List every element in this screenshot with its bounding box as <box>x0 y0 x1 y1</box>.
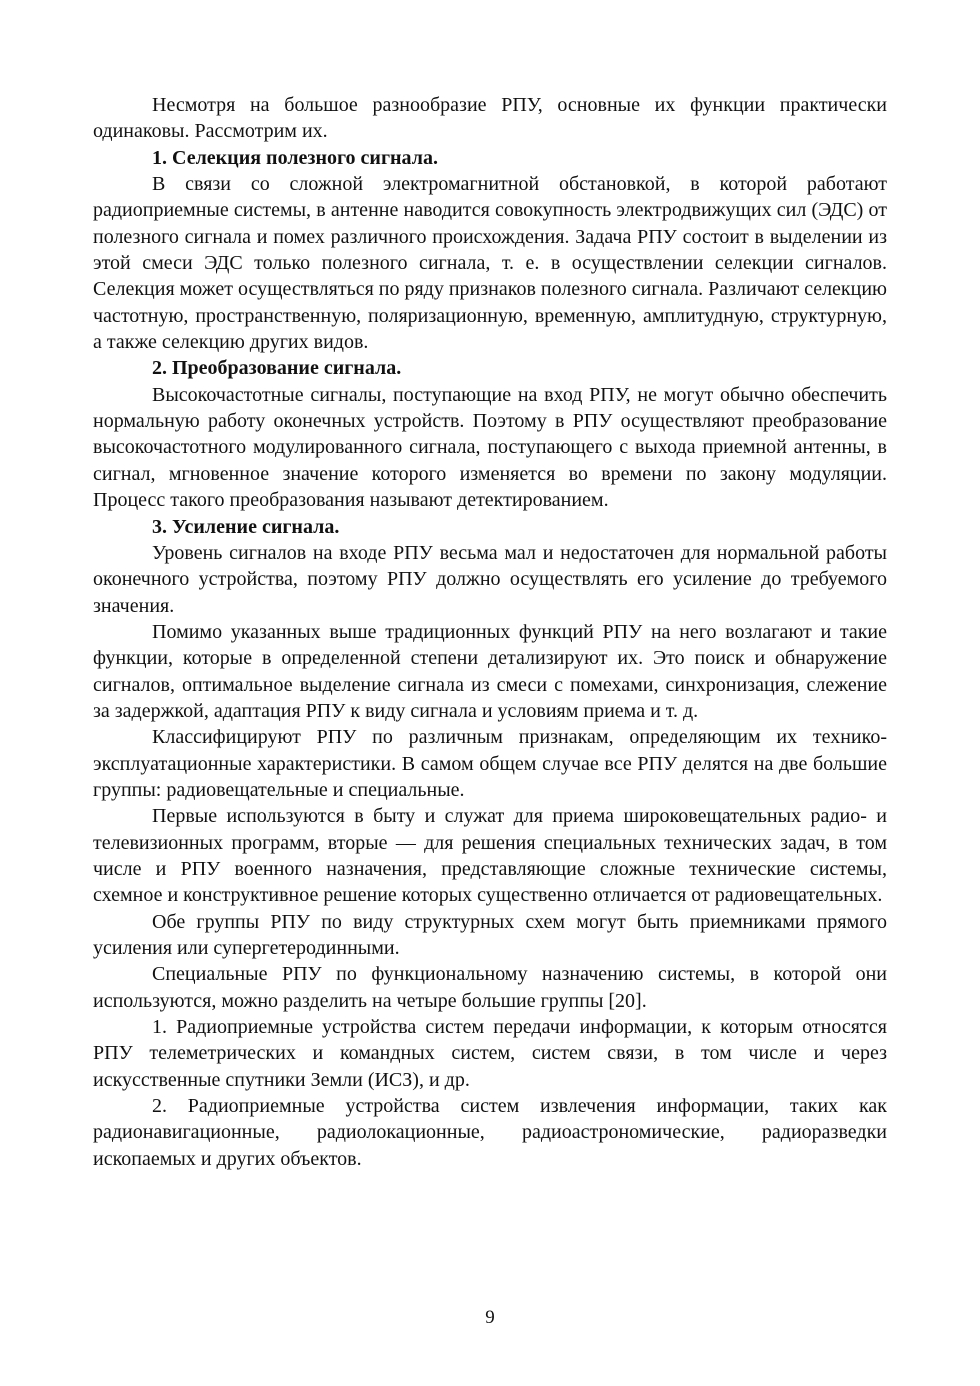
additional-functions-paragraph: Помимо указанных выше традиционных функций РПУ на него возлагают и такие функции, которые в определенной степени детализируют их. Это поиск и обнаружение сигналов, оптимальное выделение сигнала из смеси с помехами, синхронизация, слежение за задержкой, адаптация РПУ к виду сигнала и условиям приема и т. д. <box>93 620 887 722</box>
section-2-heading: 2. Преобразование сигнала. <box>152 357 402 380</box>
section-3-paragraph: Уровень сигналов на входе РПУ весьма мал и недостаточен для нормальной работы оконечного устройства, поэтому РПУ должно осуществлять его усиление до требуемого значения. <box>93 541 887 617</box>
page-number: 9 <box>485 1307 495 1328</box>
intro-paragraph: Несмотря на большое разнообразие РПУ, основные их функции практически одинаковы. Рассмотрим их. <box>93 94 887 143</box>
special-groups-paragraph: Специальные РПУ по функциональному назначению системы, в которой они используются, можно разделить на четыре большие группы [20]. <box>93 963 887 1012</box>
broadcast-paragraph: Первые используются в быту и служат для приема широковещательных радио- и телевизионных программ, вторые — для решения специальных технических задач, в том числе и РПУ военного назначения, представляющие сложные технические системы, схемное и конструктивное решение которых существенно отличается от радиовещательных. <box>93 805 887 907</box>
classification-paragraph: Классифицируют РПУ по различным признакам, определяющим их технико-эксплуатационные характеристики. В самом общем случае все РПУ делятся на две большие группы: радиовещательные и специальные. <box>93 726 887 801</box>
body-text <box>93 92 887 1172</box>
structure-paragraph: Обе группы РПУ по виду структурных схем могут быть приемниками прямого усиления или супергетеродинными. <box>93 910 887 959</box>
list-item-2: 2. Радиоприемные устройства систем извлечения информации, таких как радионавигационные, радиолокационные, радиоастрономические, радиоразведки ископаемых и других объектов. <box>93 1095 887 1170</box>
section-2-paragraph: Высокочастотные сигналы, поступающие на вход РПУ, не могут обычно обеспечить нормальную работу оконечных устройств. Поэтому в РПУ осуществляют преобразование высокочастотного модулированного сигнала, поступающего с выхода приемной антенны, в сигнал, мгновенное значение которого изменяется во времени по закону модуляции. Процесс такого преобразования называют детектированием. <box>93 383 887 512</box>
list-item-1: 1. Радиоприемные устройства систем передачи информации, к которым относятся РПУ телеметрических и командных систем, систем связи, в том числе и через искусственные спутники Земли (ИСЗ), и др. <box>93 1016 887 1091</box>
section-1-heading: 1. Селекция полезного сигнала. <box>152 146 438 169</box>
section-1-paragraph: В связи со сложной электромагнитной обстановкой, в которой работают радиоприемные системы, в антенне наводится совокупность электродвижущих сил (ЭДС) от полезного сигнала и помех различного происхождения. Задача РПУ состоит в выделении из этой смеси ЭДС только полезного сигнала, т. е. в осуществлении селекции сигналов. Селекция может осуществляться по ряду признаков полезного сигнала. Различают селекцию частотную, пространственную, поляризационную, временную, амплитудную, структурную, а также селекцию других видов. <box>93 173 887 354</box>
section-3-heading: 3. Усиление сигнала. <box>152 515 340 538</box>
